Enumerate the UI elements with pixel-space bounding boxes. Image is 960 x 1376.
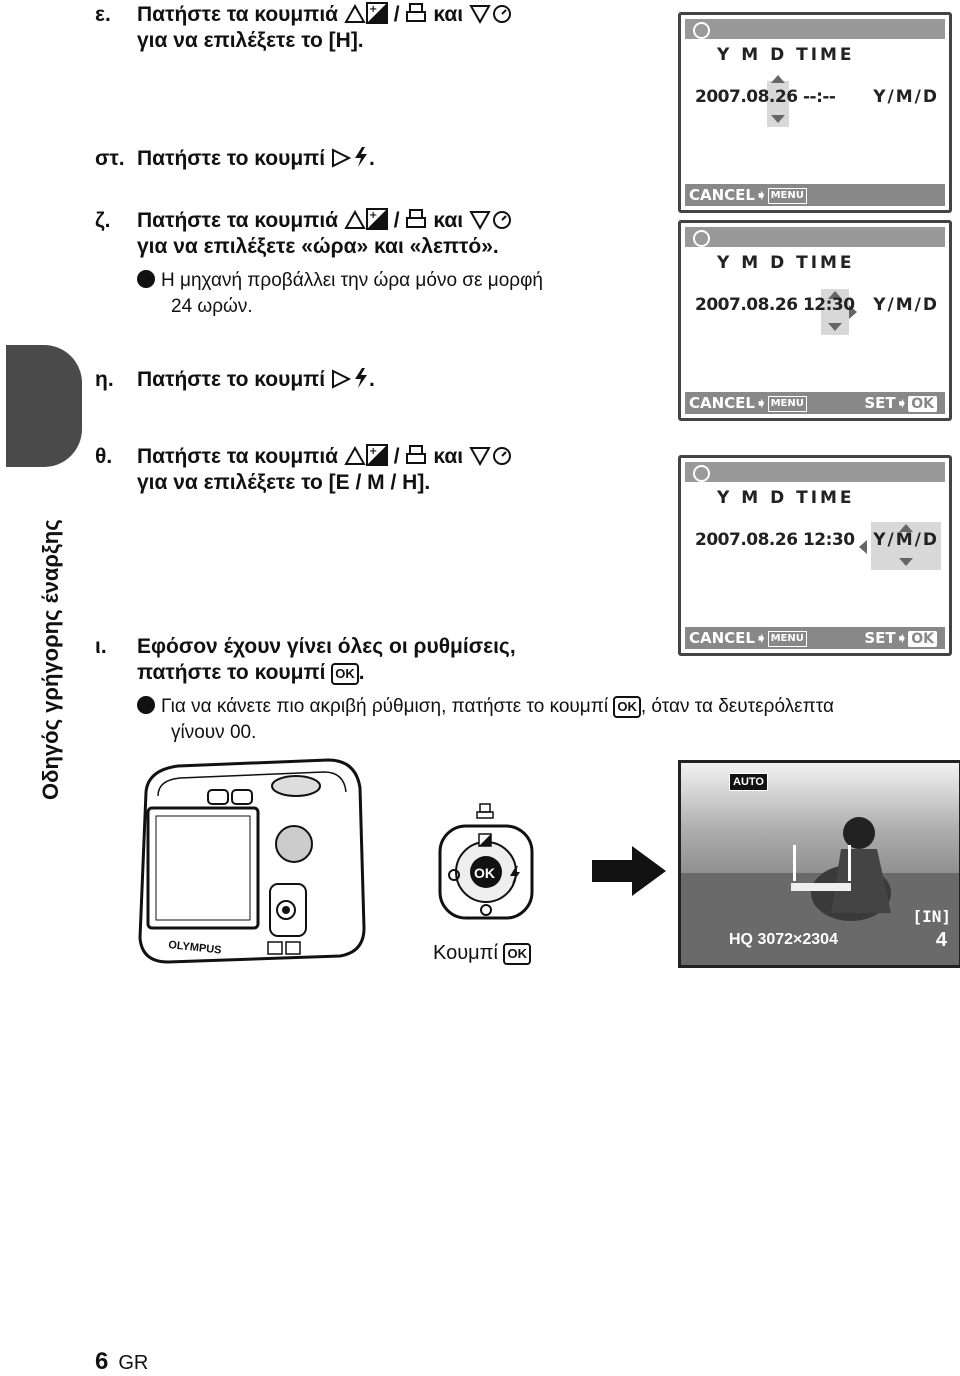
self-timer-icon [491,208,513,230]
auto-mode-icon: AUTO [729,773,768,791]
lcd-datetime: 2007.08.26 12:30 [695,530,855,550]
lcd-format: Y/M/D [873,87,939,107]
cancel-label: CANCEL➧ MENU [689,184,807,206]
bullet-note: Η μηχανή προβάλλει την ώρα μόνο σε μορφή [137,268,543,294]
up-arrow-icon [344,446,366,466]
step-e: ε. Πατήστε τα κουμπιά + / και για να επιλέξετε το [Η]. [95,2,655,62]
right-arrow-icon [331,148,353,168]
step-text-2: για να επιλέξετε το [Η]. [137,29,364,52]
menu-icon: MENU [768,396,807,412]
step-st: στ. Πατήστε το κουμπί . [95,147,375,170]
quality-indicator: HQ 3072×2304 [729,931,838,948]
lcd-header: Y M D TIME [717,253,855,273]
ok-button-icon: OK [503,943,531,965]
svg-text:+: + [368,210,378,221]
ok-icon: OK [908,631,937,647]
up-arrow-icon [344,4,366,24]
lcd-datetime: 2007.08.26 --:-- [695,87,836,107]
ok-icon: OK [908,396,937,412]
clock-icon [693,22,710,39]
af-target [793,845,851,881]
step-number: θ. [95,445,113,468]
self-timer-icon [491,2,513,24]
lcd-screen-3 [678,455,952,656]
step-text: Πατήστε τα κουμπιά [137,3,339,26]
language-code: GR [118,1352,149,1374]
clock-icon [693,230,710,247]
svg-text:+: + [368,4,378,15]
step-number: ι. [95,635,107,658]
down-arrow-icon [469,4,491,24]
svg-text:+: + [368,446,378,457]
lcd-header: Y M D TIME [717,45,855,65]
step-z: ζ. Πατήστε τα κουμπιά + / και για να επιλέξετε «ώρα» και «λεπτό». Η μηχανή προβάλλει την ώρα μόνο σε μορφή 24 ωρών. [95,209,543,317]
print-icon [405,208,427,230]
flash-icon [353,146,369,168]
down-arrow-icon [469,446,491,466]
lcd-header: Y M D TIME [717,488,855,508]
memory-indicator: [IN] [912,907,951,926]
down-arrow-icon [469,210,491,230]
ok-button-caption: Κουμπί OK [433,942,531,965]
set-label: SET➧ OK [864,392,937,414]
shots-remaining: 4 [935,929,947,951]
set-label: SET➧ OK [864,627,937,649]
lcd-format: Y/M/D [873,295,939,315]
arrow-right-icon [592,846,668,896]
menu-icon: MENU [768,631,807,647]
lcd-datetime: 2007.08.26 12:30 [695,295,855,315]
lcd-screen-2 [678,220,952,421]
ok-button-icon: OK [331,663,359,685]
page-footer [95,1348,148,1376]
page-number: 6 [95,1348,109,1375]
up-arrow-icon [344,210,366,230]
ok-button-icon: OK [613,696,641,718]
print-icon [405,2,427,24]
arrow-pad-illustration [430,800,542,930]
cancel-label: CANCEL➧ MENU [689,627,807,649]
camera-illustration [128,752,378,972]
step-number: ε. [95,3,111,26]
clock-icon [693,465,710,482]
photo-preview [678,760,960,968]
bullet-note: Για να κάνετε πιο ακριβή ρύθμιση, πατήστε το κουμπί OK , όταν τα δευτερόλεπτα [137,694,834,720]
lcd-format: Y/M/D [873,530,939,550]
step-i: η. Πατήστε το κουμπί . [95,368,375,391]
exposure-icon [366,444,388,466]
section-tab [6,345,82,467]
print-icon [405,444,427,466]
exposure-icon [366,2,388,24]
right-arrow-icon [331,369,353,389]
step-iota: ι. Εφόσον έχουν γίνει όλες οι ρυθμίσεις, πατήστε το κουμπί OK . Για να κάνετε πιο ακριβή ρύθμιση, πατήστε το κουμπί OK , όταν τα δευτερόλεπτα γίνουν 00. [95,635,834,743]
flash-icon [353,367,369,389]
lcd-screen-1 [678,12,952,213]
exposure-icon [366,208,388,230]
step-number: ζ. [95,209,111,232]
self-timer-icon [491,444,513,466]
step-th: θ. Πατήστε τα κουμπιά + / και για να επιλέξετε το [Ε / Μ / Η]. [95,444,655,504]
cancel-label: CANCEL➧ MENU [689,392,807,414]
section-label: Οδηγός γρήγορης έναρξης [38,519,63,800]
ok-button-label: OK [474,865,495,881]
step-number: η. [95,368,114,391]
step-number: στ. [95,147,125,170]
menu-icon: MENU [768,188,807,204]
brand-label: OLYMPUS [167,939,223,957]
